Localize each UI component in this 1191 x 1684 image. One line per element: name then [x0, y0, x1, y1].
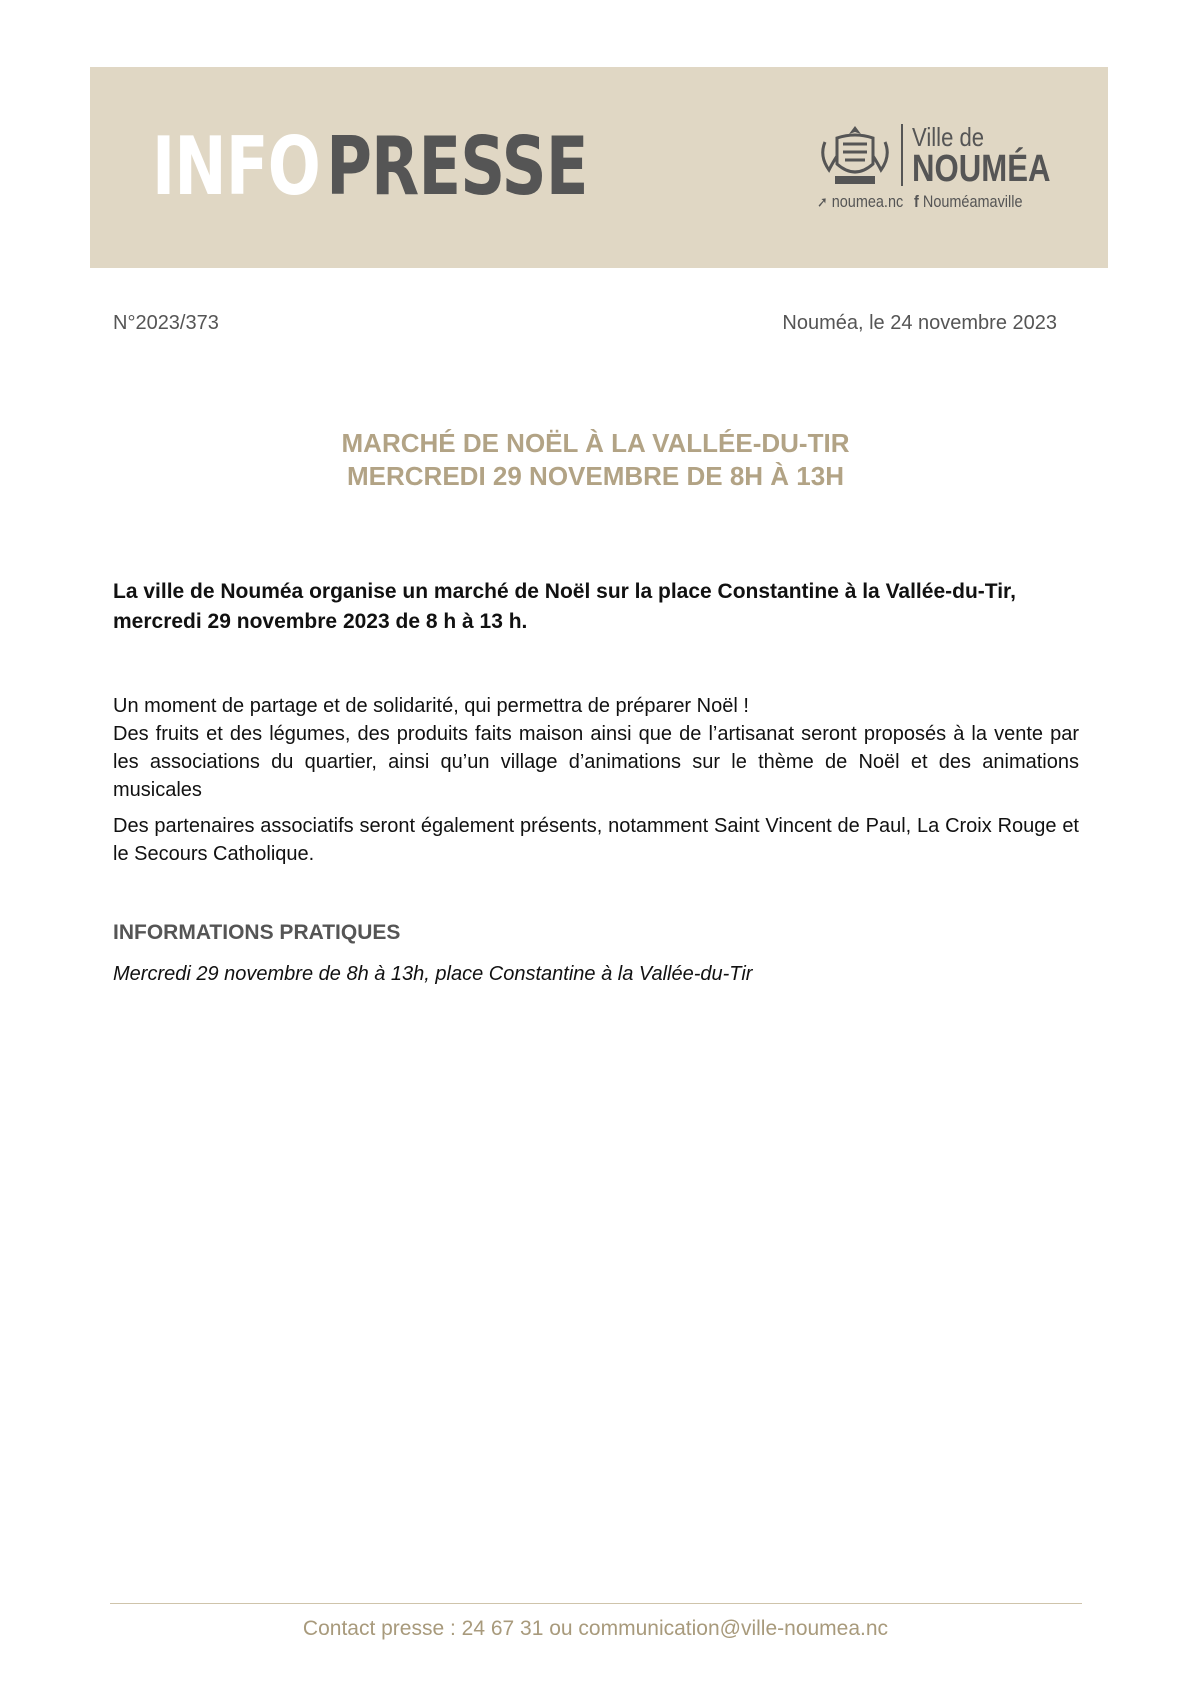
- wordmark-presse: PRESSE: [326, 120, 588, 213]
- lead-paragraph: La ville de Nouméa organise un marché de Noël sur la place Constantine à la Vallée-du-Tir, mercredi 29 novembre 2023 de 8 h à 13 h.: [113, 580, 1016, 633]
- practical-info-details: Mercredi 29 novembre de 8h à 13h, place Constantine à la Vallée-du-Tir: [113, 963, 753, 985]
- press-contact: Contact presse : 24 67 31 ou communication@ville-noumea.nc: [302, 1617, 889, 1640]
- title-line-1: MARCHÉ DE NOËL À LA VALLÉE-DU-TIR: [341, 428, 850, 458]
- logo-divider: [901, 124, 903, 186]
- body-paragraph-3: Des partenaires associatifs seront également présents, notamment Saint Vincent de Paul, La Croix Rouge et le Secours Catholique.: [113, 815, 1079, 865]
- body-paragraph-1: Un moment de partage et de solidarité, qui permettra de préparer Noël !: [113, 695, 749, 717]
- practical-info-heading: INFORMATIONS PRATIQUES: [113, 921, 401, 944]
- title-line-2: MERCREDI 29 NOVEMBRE DE 8H À 13H: [347, 461, 844, 491]
- info-presse-wordmark: [152, 122, 588, 212]
- place-date: Nouméa, le 24 novembre 2023: [782, 312, 1057, 334]
- logo-links: [817, 192, 1022, 212]
- press-reference: N°2023/373: [113, 312, 219, 334]
- wordmark-info: INFO: [152, 120, 320, 213]
- city-crest-icon: [815, 122, 895, 192]
- logo-ville-de: Ville de: [912, 122, 985, 152]
- ville-de-noumea-logo: [815, 122, 1051, 212]
- footer-divider: [110, 1603, 1082, 1604]
- arrow-icon: ➚: [817, 194, 828, 211]
- website-link[interactable]: noumea.nc: [831, 192, 904, 211]
- facebook-link[interactable]: Nouméamaville: [922, 192, 1023, 211]
- body-paragraph-2: Des fruits et des légumes, des produits faits maison ainsi que de l’artisanat seront proposés à la vente par les associations du quartier, ainsi qu’un village d’animations sur le thème de Noël et des animations musicales: [113, 723, 1079, 801]
- header-banner: [90, 67, 1108, 268]
- logo-city-name: NOUMÉA: [912, 148, 1051, 190]
- facebook-icon: f: [914, 192, 919, 211]
